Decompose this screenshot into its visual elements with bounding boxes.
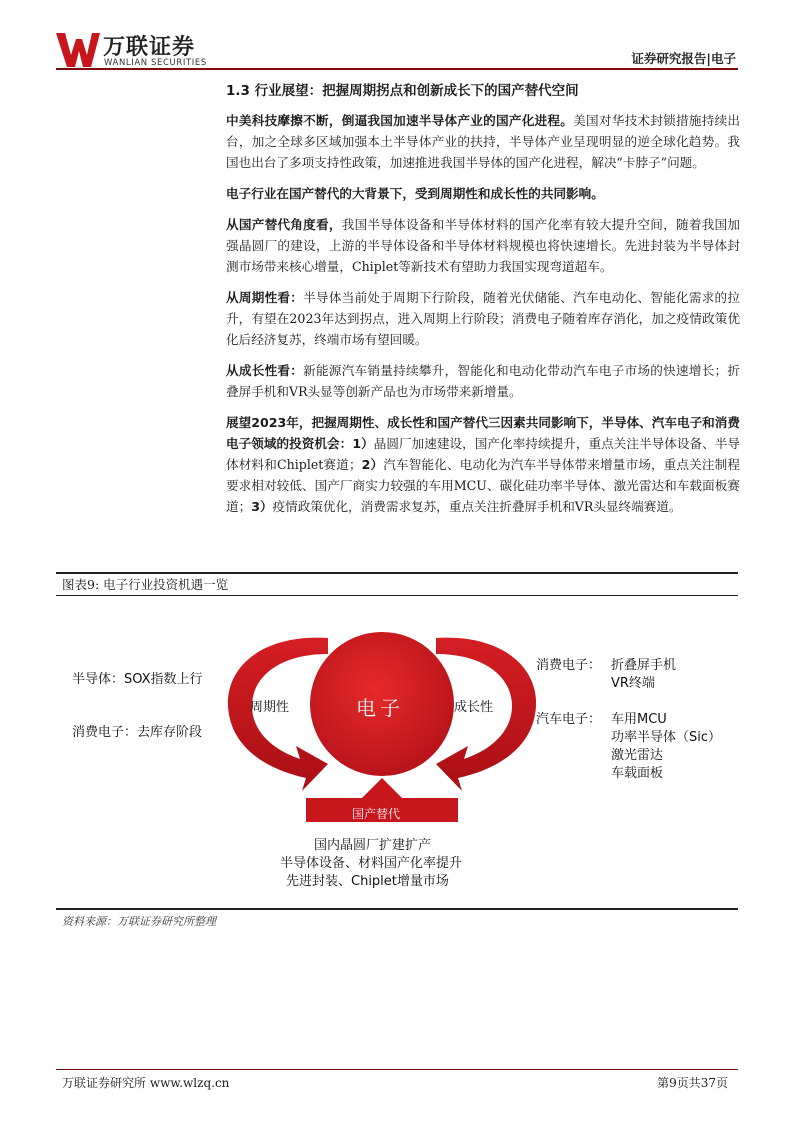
paragraph-3-lead: 从国产替代角度看， <box>226 217 342 232</box>
paragraph-6-num-1: 1） <box>352 436 374 451</box>
report-type: 证券研究报告|电子 <box>631 51 736 66</box>
paragraph-5 <box>226 360 740 402</box>
right-auto-item-2: 功率半导体（Sic） <box>611 730 722 745</box>
bottom-item-2: 半导体设备、材料国产化率提升 <box>280 856 463 871</box>
figure-source: 资料来源：万联证券研究所整理 <box>62 915 216 928</box>
bottom-item-1: 国内晶圆厂扩建扩产 <box>314 838 432 853</box>
right-consumer-label: 消费电子： <box>536 658 602 673</box>
footer-divider <box>56 1069 738 1070</box>
right-auto-item-1: 车用MCU <box>611 712 667 727</box>
paragraph-1-lead: 中美科技摩擦不断，倒逼我国加速半导体产业的国产化进程。 <box>226 113 574 128</box>
paragraph-4-body: 半导体当前处于周期下行阶段，随着光伏储能、汽车电动化、智能化需求的拉升，有望在2023年达到拐点，进入周期上行阶段；消费电子随着库存消化，加之疫情政策优化后经济复苏，终端市场有望回暖。 <box>226 290 741 347</box>
paragraph-2 <box>226 183 740 204</box>
footer-institute: 万联证券研究所 www.wlzq.cn <box>62 1076 230 1090</box>
right-consumer-item-2: VR终端 <box>611 676 655 691</box>
right-auto-item-3: 激光雷达 <box>611 748 664 763</box>
left-item-1: 半导体：SOX指数上行 <box>72 672 203 687</box>
figure-top-rule <box>56 572 738 574</box>
paragraph-6-item-3: 疫情政策优化，消费需求复苏，重点关注折叠屏手机和VR头显终端赛道。 <box>272 499 682 514</box>
body-content <box>226 80 740 527</box>
paragraph-1 <box>226 110 740 173</box>
paragraph-3 <box>226 214 740 277</box>
paragraph-3-body: 我国半导体设备和半导体材料的国产化率有较大提升空间，随着我国加强晶圆厂的建设，上游的半导体设备和半导体材料规模也将快速增长。先进封装为半导体封测市场带来核心增量，Chiplet等新技术有望助力我国实现弯道超车。 <box>226 217 741 274</box>
left-item-2: 消费电子：去库存阶段 <box>72 725 203 740</box>
paragraph-2-lead: 电子行业在国产替代的大背景下，受到周期性和成长性的共同影响。 <box>226 186 604 201</box>
paragraph-1-body: 美国对华技术封锁措施持续出台，加之全球多区域加强本土半导体产业的扶持，半导体产业呈现明显的逆全球化趋势。我国也出台了多项支持性政策，加速推进我国半导体的国产化进程，解决“卡脖子”问题。 <box>226 113 741 170</box>
paragraph-6 <box>226 412 740 517</box>
right-auto-label: 汽车电子： <box>536 712 602 727</box>
right-arc-label: 成长性 <box>454 700 494 715</box>
paragraph-6-item-1: 晶圆厂加速建设，国产化率持续提升，重点关注半导体设备、半导体材料和Chiplet赛道； <box>226 436 741 472</box>
paragraph-6-num-3: 3） <box>251 499 273 514</box>
bottom-arrow-label: 国产替代 <box>352 807 401 821</box>
paragraph-6-lead: 展望2023年，把握周期性、成长性和国产替代三因素共同影响下，半导体、汽车电子和消费电子领域的投资机会： <box>226 415 740 451</box>
figure-label: 图表9: 电子行业投资机遇一览 <box>62 577 229 592</box>
right-auto-item-4: 车载面板 <box>611 766 664 781</box>
paragraph-4 <box>226 287 740 350</box>
header-divider <box>56 68 738 70</box>
paragraph-6-num-2: 2） <box>361 457 384 472</box>
paragraph-5-body: 新能源汽车销量持续攀升，智能化和电动化带动汽车电子市场的快速增长；折叠屏手机和VR头显等创新产品也为市场带来新增量。 <box>226 363 741 399</box>
page-number: 第9页共37页 <box>657 1076 728 1090</box>
section-title: 1.3 行业展望：把握周期拐点和创新成长下的国产替代空间 <box>226 83 579 99</box>
right-consumer-item-1: 折叠屏手机 <box>611 658 677 673</box>
wanlian-logo-icon <box>56 33 100 67</box>
investment-diagram <box>56 596 738 906</box>
paragraph-5-lead: 从成长性看： <box>226 363 304 378</box>
paragraph-6-item-2: 汽车智能化、电动化为汽车半导体带来增量市场，重点关注制程要求相对较低、国产厂商实力较强的车用MCU、碳化硅功率半导体、激光雷达和车载面板赛道； <box>226 457 741 514</box>
bottom-item-3: 先进封装、Chiplet增量市场 <box>286 874 449 889</box>
brand-name-cn: 万联证券 <box>103 35 196 60</box>
center-label: 电子 <box>356 696 404 720</box>
brand-name-en: WANLIAN SECURITIES <box>104 58 207 68</box>
paragraph-4-lead: 从周期性看： <box>226 290 304 305</box>
figure-bottom-rule <box>56 908 738 910</box>
left-arc-label: 周期性 <box>250 700 290 715</box>
